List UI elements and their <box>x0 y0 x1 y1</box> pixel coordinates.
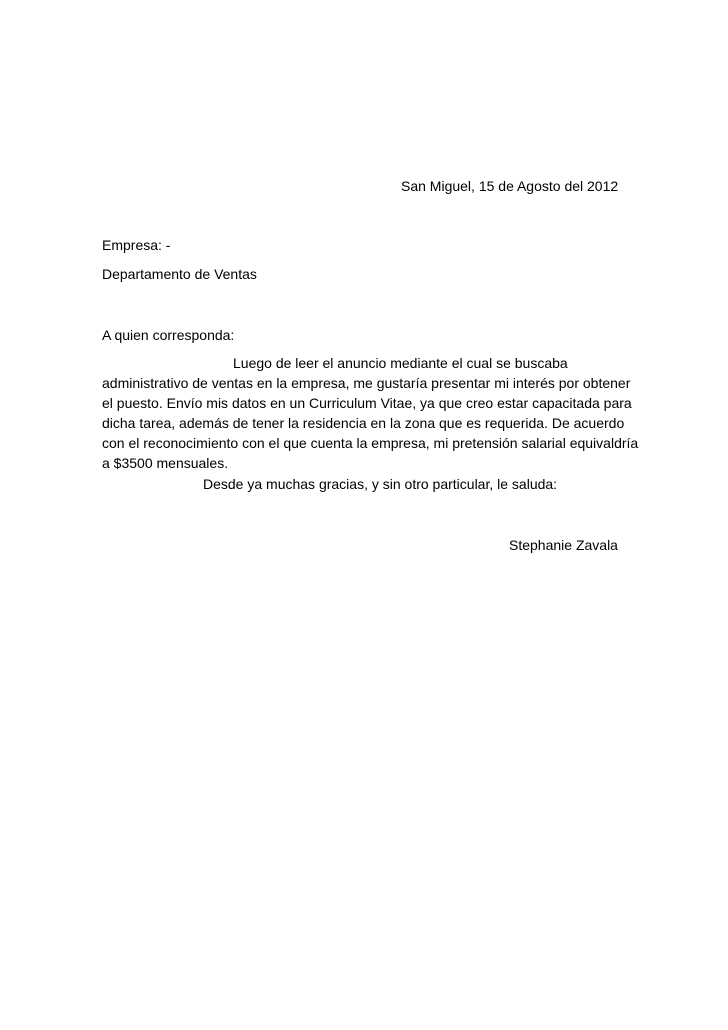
letter-body <box>102 353 639 473</box>
salutation: A quien corresponda: <box>102 327 235 343</box>
recipient-department: Departamento de Ventas <box>102 266 257 282</box>
signature-name: Stephanie Zavala <box>509 537 618 553</box>
body-line: dicha tarea, además de tener la residencia en la zona que es requerida. De acuerdo <box>102 415 625 431</box>
body-line: el puesto. Envío mis datos en un Curriculum Vitae, ya que creo estar capacitada para <box>102 395 632 411</box>
body-line: Luego de leer el anuncio mediante el cual se buscaba <box>233 355 568 371</box>
place-date: San Miguel, 15 de Agosto del 2012 <box>401 178 619 194</box>
closing-phrase: Desde ya muchas gracias, y sin otro particular, le saluda: <box>203 476 558 492</box>
recipient-company: Empresa: - <box>102 237 171 253</box>
body-line: administrativo de ventas en la empresa, me gustaría presentar mi interés por obtener <box>102 375 631 391</box>
body-line: a $3500 mensuales. <box>102 455 229 471</box>
body-line: con el reconocimiento con el que cuenta la empresa, mi pretensión salarial equivaldría <box>102 435 639 451</box>
